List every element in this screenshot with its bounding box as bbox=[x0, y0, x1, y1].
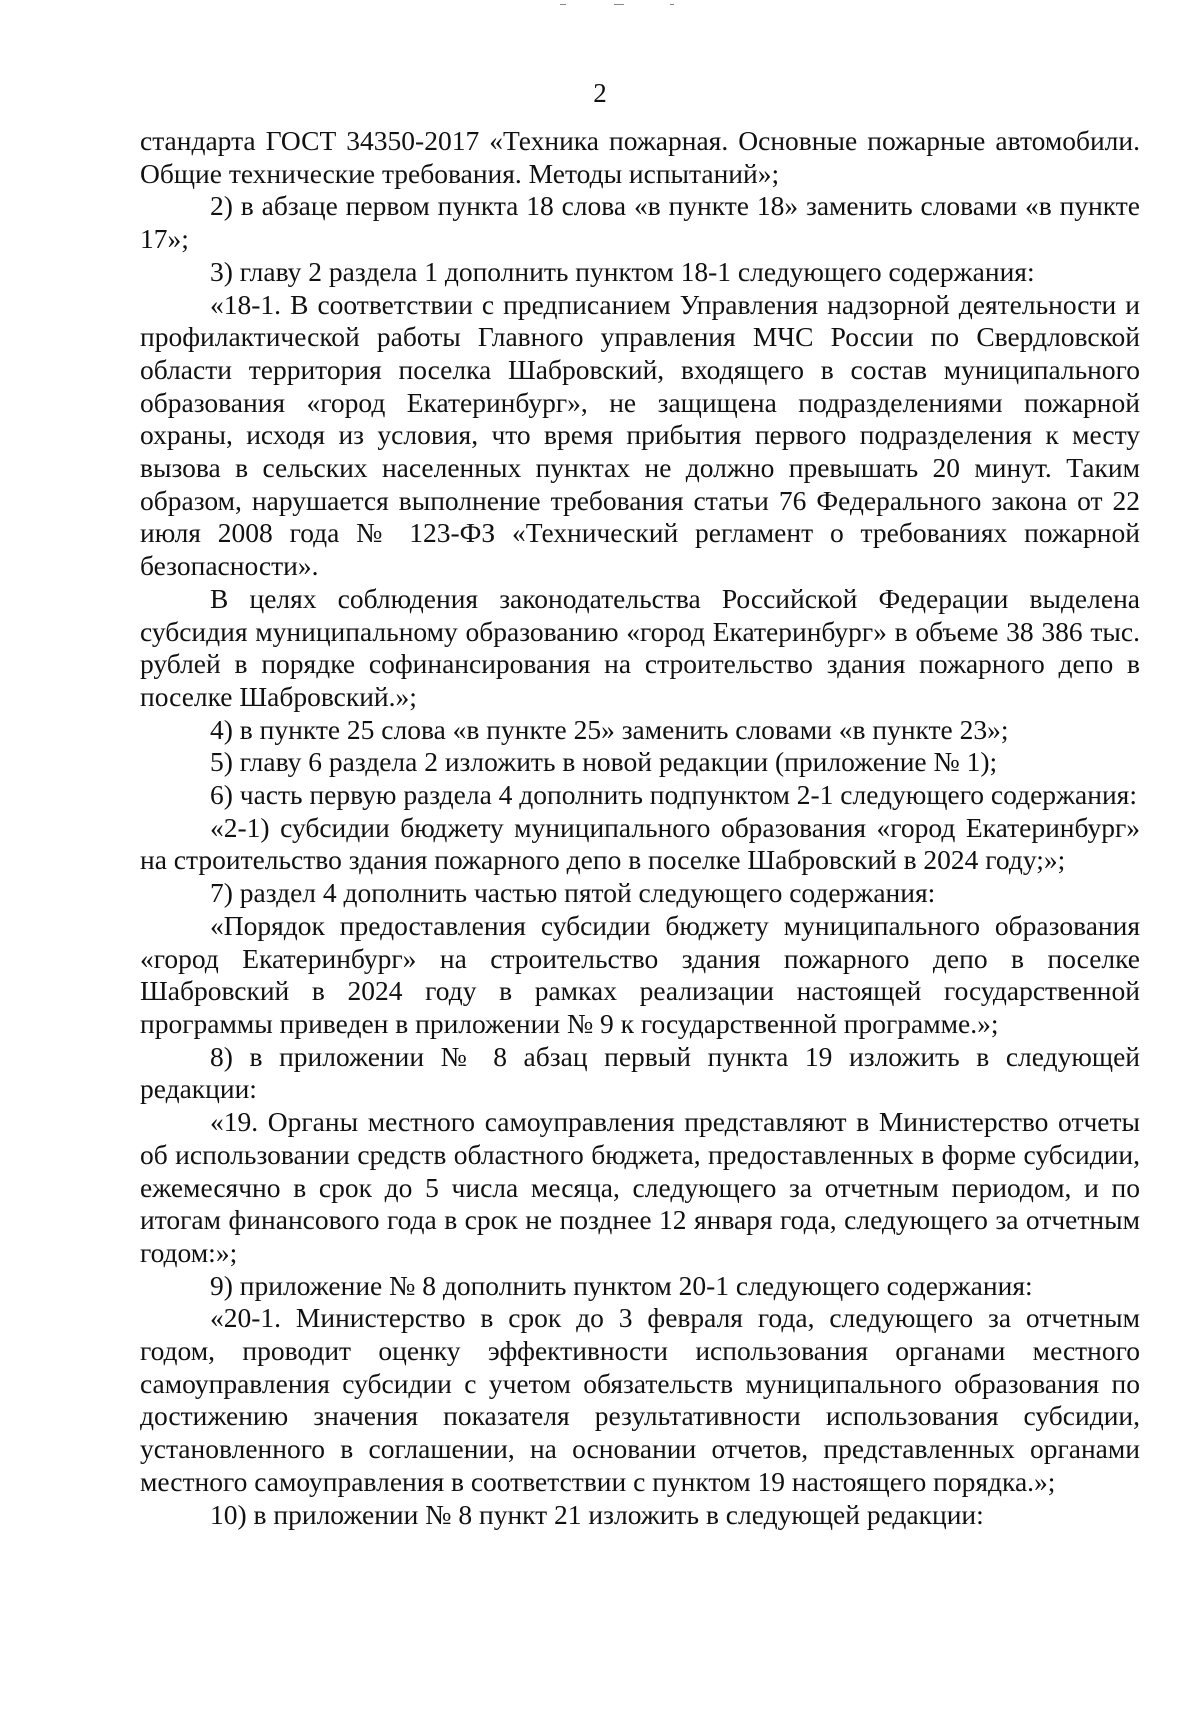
paragraph: 10) в приложении № 8 пункт 21 изложить в следующей редакции: bbox=[210, 1498, 984, 1530]
paragraph: 7) раздел 4 дополнить частью пятой следующего содержания: bbox=[210, 877, 936, 909]
paragraph: 4) в пункте 25 слова «в пункте 25» заменить словами «в пункте 23»; bbox=[210, 713, 1009, 745]
paragraph: «Порядок предоставления субсидии бюджету муниципального образования «город Екатеринбург» на строительство здания пожарного депо в поселке Шабровский в 2024 году в рамках реализации настоящей государственной программы приведен в приложении № 9 к государственной программе.»; bbox=[140, 909, 1140, 1039]
paragraph: «20-1. Министерство в срок до 3 февраля года, следующего за отчетным годом, проводит оценку эффективности использования органами местного самоуправления субсидии с учетом обязательств муниципального образования по достижению значения показателя результативности использования субсидии, установленного в соглашении, на основании отчетов, представленных органами местного самоуправления в соответствии с пунктом 19 настоящего порядка.»; bbox=[140, 1302, 1140, 1497]
paragraph: В целях соблюдения законодательства Российской Федерации выделена субсидия муниципальному образованию «город Екатеринбург» в объеме 38 386 тыс. рублей в порядке софинансирования на строительство здания пожарного депо в поселке Шабровский.»; bbox=[140, 582, 1140, 712]
paragraph: стандарта ГОСТ 34350-2017 «Техника пожарная. Основные пожарные автомобили. Общие технические требования. Методы испытаний»; bbox=[140, 125, 1140, 189]
paragraph: 6) часть первую раздела 4 дополнить подпунктом 2-1 следующего содержания: bbox=[210, 779, 1137, 811]
paragraph: 9) приложение № 8 дополнить пунктом 20-1 следующего содержания: bbox=[210, 1269, 1033, 1301]
paragraph: «18-1. В соответствии с предписанием Управления надзорной деятельности и профилактической работы Главного управления МЧС России по Свердловской области территория поселка Шабровский, входящего в состав муниципального образования «город Екатеринбург», не защищена подразделениями пожарной охраны, исходя из условия, что время прибытия первого подразделения к месту вызова в сельских населенных пунктах не должно превышать 20 минут. Таким образом, нарушается выполнение требования статьи 76 Федерального закона от 22 июля 2008 года № 123-ФЗ «Технический регламент о требованиях пожарной безопасности». bbox=[140, 288, 1140, 582]
paragraph: 2) в абзаце первом пункта 18 слова «в пункте 18» заменить словами «в пункте 17»; bbox=[140, 190, 1140, 255]
paragraph: «19. Органы местного самоуправления представляют в Министерство отчеты об использовании средств областного бюджета, предоставленных в форме субсидии, ежемесячно в срок до 5 числа месяца, следующего за отчетным периодом, и по итогам финансового года в срок не позднее 12 января года, следующего за отчетным годом:»; bbox=[140, 1106, 1140, 1268]
scan-artifact bbox=[560, 4, 566, 5]
document-body bbox=[140, 125, 1140, 1531]
scan-artifact bbox=[614, 4, 624, 5]
paragraph: «2-1) субсидии бюджету муниципального образования «город Екатеринбург» на строительство здания пожарного депо в поселке Шабровский в 2024 году;»; bbox=[140, 811, 1140, 876]
paragraph: 8) в приложении № 8 абзац первый пункта 19 изложить в следующей редакции: bbox=[140, 1040, 1140, 1105]
paragraph: 5) главу 6 раздела 2 изложить в новой редакции (приложение № 1); bbox=[210, 746, 998, 778]
scan-artifact bbox=[670, 4, 674, 5]
paragraph: 3) главу 2 раздела 1 дополнить пунктом 18-1 следующего содержания: bbox=[210, 255, 1035, 287]
page-number: 2 bbox=[593, 78, 607, 108]
